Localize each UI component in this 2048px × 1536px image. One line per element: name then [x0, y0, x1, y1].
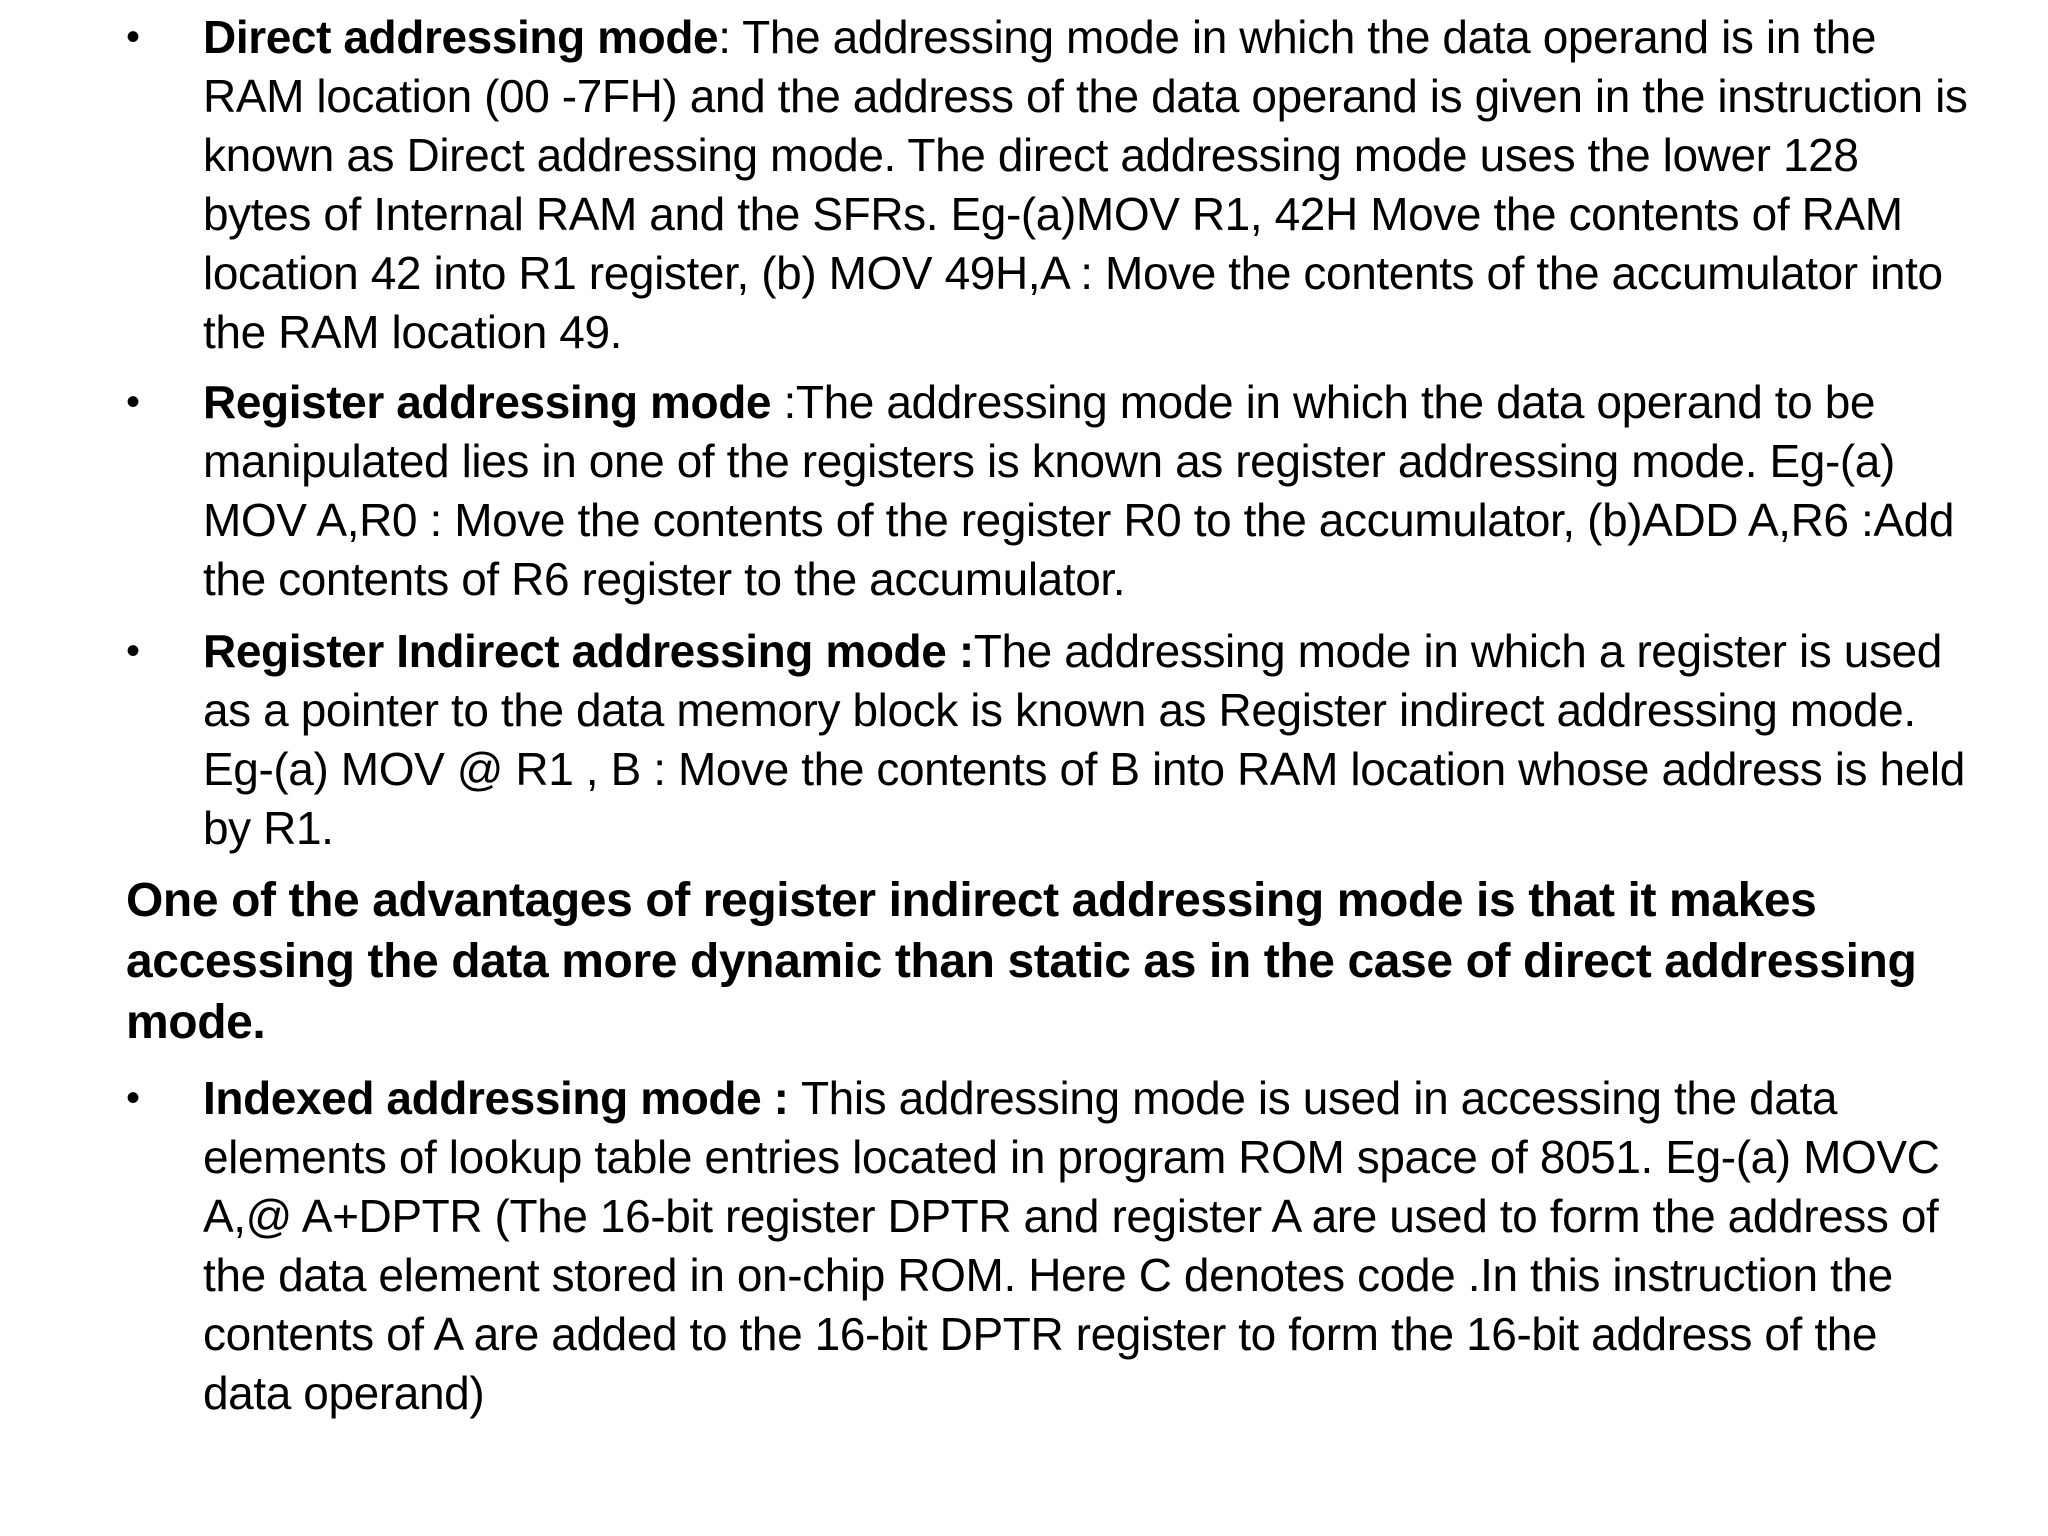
bullet-term: Direct addressing mode — [203, 11, 719, 63]
bullet-text: : The addressing mode in which the data operand is in the RAM location (00 -7FH) and the address of the data operand is given in the instruction is known as Direct addressing mode. The direct addressing mode uses the lower 128 bytes of Internal RAM and the SFRs. Eg-(a)MOV R1, 42H Move the contents of RAM location 42 into R1 register, (b) MOV 49H,A : Move the contents of the accumulator into the RAM location 49. — [203, 11, 1968, 358]
bullet-term: Indexed addressing mode : — [203, 1072, 801, 1124]
bullet-term: Register Indirect addressing mode : — [203, 625, 974, 677]
bullet-marker: • — [126, 629, 140, 673]
bullet-direct-addressing — [126, 8, 1973, 362]
bullet-text: This addressing mode is used in accessing the data elements of lookup table entries located in program ROM space of 8051. Eg-(a) MOVC A,@ A+DPTR (The 16-bit register DPTR and register A are used to form the address of the data element stored in on-chip ROM. Here C denotes code .In this instruction the contents of A are added to the 16-bit DPTR register to form the 16-bit address of the data operand) — [203, 1072, 1940, 1419]
bullet-text: :The addressing mode in which the data operand to be manipulated lies in one of the registers is known as register addressing mode. Eg-(a) MOV A,R0 : Move the contents of the register R0 to the accumulator, (b)ADD A,R6 :Add the contents of R6 register to the accumulator. — [203, 376, 1955, 605]
advantage-note: One of the advantages of register indirect addressing mode is that it makes accessing the data more dynamic than static as in the case of direct addressing mode. — [126, 874, 1917, 1049]
bullet-marker: • — [126, 15, 140, 59]
bullet-indexed-addressing — [126, 1069, 1973, 1423]
bullet-register-addressing — [126, 373, 1973, 609]
bullet-text: The addressing mode in which a register is used as a pointer to the data memory block is known as Register indirect addressing mode. Eg-(a) MOV @ R1 , B : Move the contents of B into RAM location whose address is held by R1. — [203, 625, 1965, 854]
bullet-term: Register addressing mode — [203, 376, 784, 428]
bullet-register-indirect-addressing — [126, 622, 1973, 858]
bullet-marker: • — [126, 380, 140, 424]
bullet-marker: • — [126, 1076, 140, 1120]
